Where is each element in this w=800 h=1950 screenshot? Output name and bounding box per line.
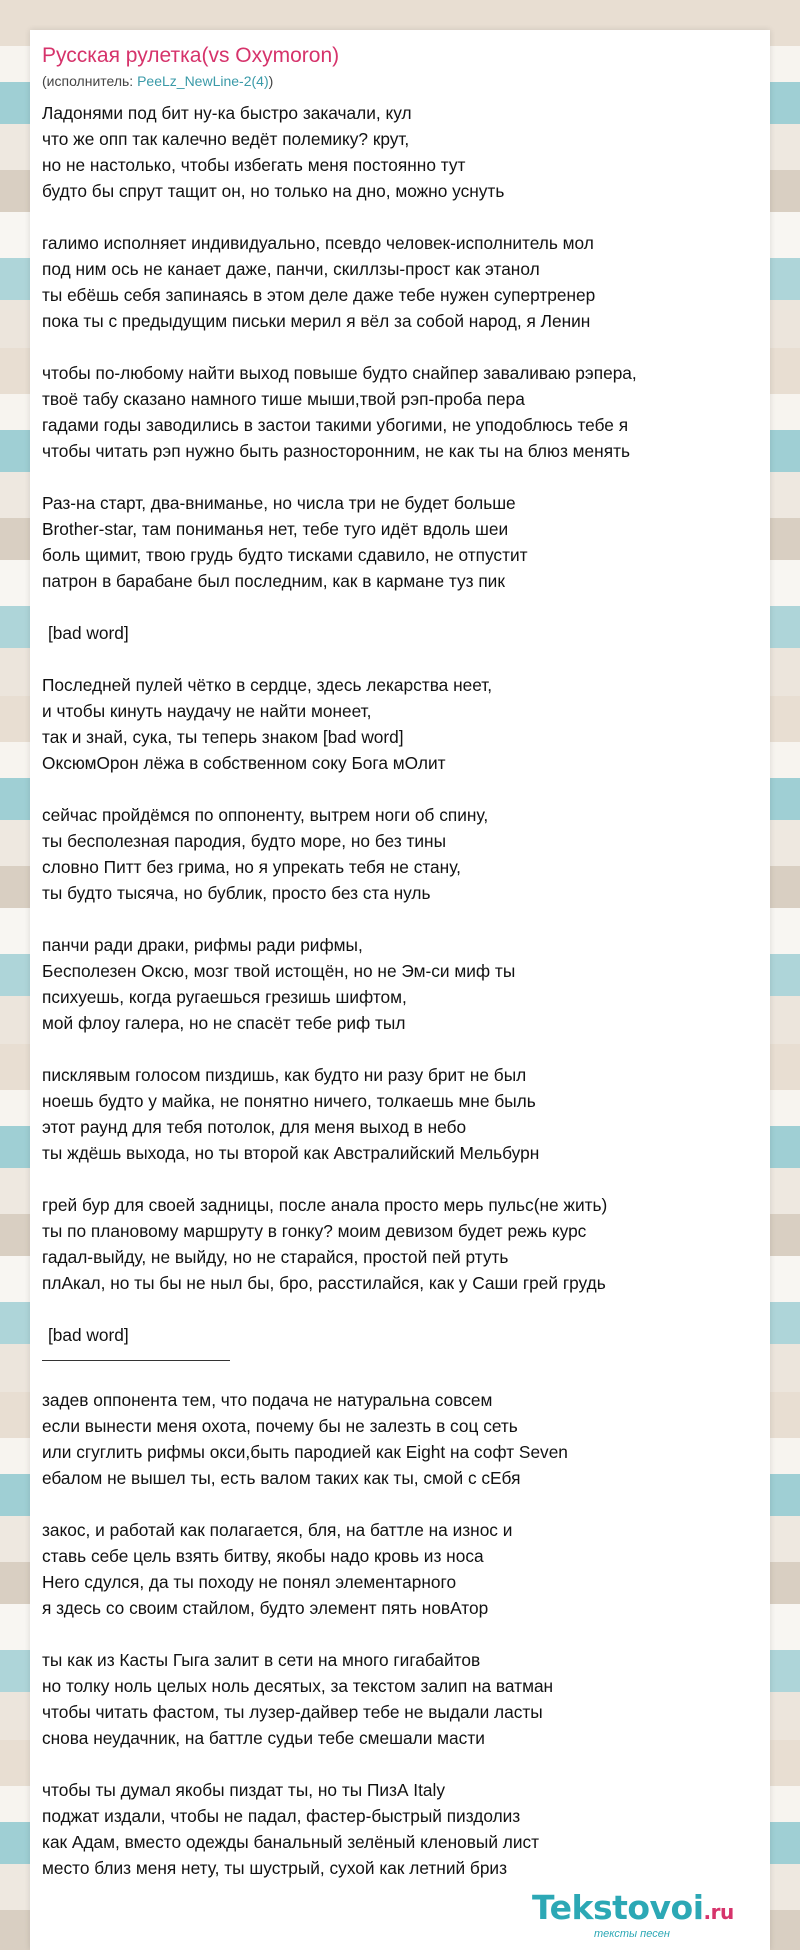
lyric-line: Раз-на старт, два-вниманье, но числа три не будет больше (42, 493, 516, 513)
stanza (42, 490, 762, 594)
lyric-line: чтобы по-любому найти выход повыше будто снайпер заваливаю рэпера, (42, 363, 637, 383)
stanza (42, 360, 762, 464)
stanza-gap (42, 1491, 762, 1517)
stanza (42, 672, 762, 776)
stanza (42, 1062, 762, 1166)
stanza (42, 802, 762, 906)
lyric-line: психуешь, когда ругаешься грезишь шифтом, (42, 987, 407, 1007)
stanza (42, 1322, 762, 1348)
lyric-line: ты по плановому маршруту в гонку? моим девизом будет режь курс (42, 1221, 587, 1241)
logo-domain-suffix: .ru (703, 1900, 734, 1924)
lyric-line: [bad word] (48, 1325, 129, 1345)
logo-wordmark (532, 1888, 734, 1927)
lyric-line: мой флоу галера, но не спасёт тебе риф тыл (42, 1013, 406, 1033)
lyric-line: но не настолько, чтобы избегать меня постоянно тут (42, 155, 466, 175)
lyric-line: патрон в барабане был последним, как в кармане туз пик (42, 571, 505, 591)
lyric-line: но толку ноль целых ноль десятых, за текстом залип на ватман (42, 1676, 554, 1696)
stanza-gap (42, 464, 762, 490)
site-logo[interactable] (532, 1888, 762, 1946)
stanza (42, 230, 762, 334)
lyric-line: так и знай, сука, ты теперь знаком [bad word] (42, 727, 404, 747)
lyric-line: если вынести меня охота, почему бы не залезть в соц сеть (42, 1416, 518, 1436)
stanza-gap (42, 594, 762, 620)
lyric-line: боль щимит, твою грудь будто тисками сдавило, не отпустит (42, 545, 528, 565)
lyric-line: ебалом не вышел ты, есть валом таких как ты, смой с сЕбя (42, 1468, 521, 1488)
section-divider (42, 1360, 230, 1361)
lyric-line: и чтобы кинуть наудачу не найти монеет, (42, 701, 372, 721)
stanza-gap (42, 204, 762, 230)
stanza (42, 1517, 762, 1621)
lyric-line: Brother-star, там пониманья нет, тебе туго идёт вдоль шеи (42, 519, 509, 539)
stanza (42, 620, 762, 646)
lyric-line: пока ты с предыдущим письки мерил я вёл за собой народ, я Ленин (42, 311, 591, 331)
stanza-gap (42, 906, 762, 932)
lyric-line: я здесь со своим стайлом, будто элемент пять новАтор (42, 1598, 489, 1618)
lyric-line: или сгуглить рифмы окси,быть пародией как Eight на софт Seven (42, 1442, 568, 1462)
lyrics-body (42, 100, 762, 1881)
stanza-gap (42, 334, 762, 360)
lyric-line: чтобы ты думал якобы пиздат ты, но ты ПизА Italy (42, 1780, 445, 1800)
stanza (42, 1192, 762, 1296)
lyric-line: ноешь будто у майка, не понятно ничего, толкаешь мне быль (42, 1091, 536, 1111)
lyric-line: ОксюмОрон лёжа в собственном соку Бога мОлит (42, 753, 446, 773)
lyric-line: закос, и работай как полагается, бля, на баттле на износ и (42, 1520, 513, 1540)
stanza (42, 1777, 762, 1881)
lyric-line: ставь себе цель взять битву, якобы надо кровь из носа (42, 1546, 484, 1566)
performer-suffix: ) (268, 73, 274, 89)
lyrics-part-1 (42, 100, 762, 1348)
stanza-gap (42, 646, 762, 672)
lyric-line: грей бур для своей задницы, после анала просто мерь пульс(не жить) (42, 1195, 608, 1215)
lyric-line: поджат издали, чтобы не падал, фастер-быстрый пиздолиз (42, 1806, 521, 1826)
lyric-line: снова неудачник, на баттле судьи тебе смешали масти (42, 1728, 485, 1748)
stanza (42, 100, 762, 204)
stanza-gap (42, 1166, 762, 1192)
lyric-line: ты как из Касты Гыга залит в сети на много гигабайтов (42, 1650, 481, 1670)
stanza-gap (42, 1751, 762, 1777)
lyric-line: этот раунд для тебя потолок, для меня выход в небо (42, 1117, 467, 1137)
logo-main-text: Tekstovoi (532, 1888, 704, 1927)
lyric-line: чтобы читать рэп нужно быть разносторонним, не как ты на блюз менять (42, 441, 630, 461)
lyric-line: Бесполезен Оксю, мозг твой истощён, но не Эм-си миф ты (42, 961, 516, 981)
lyric-line: чтобы читать фастом, ты лузер-дайвер тебе не выдали ласты (42, 1702, 543, 1722)
lyric-line: Последней пулей чётко в сердце, здесь лекарства неет, (42, 675, 493, 695)
lyrics-part-2 (42, 1387, 762, 1881)
lyric-line: что же опп так калечно ведёт полемику? крут, (42, 129, 410, 149)
stanza-gap (42, 1036, 762, 1062)
lyric-line: твоё табу сказано намного тише мыши,твой рэп-проба пера (42, 389, 525, 409)
lyric-line: ты будто тысяча, но бублик, просто без ста нуль (42, 883, 431, 903)
stanza-gap (42, 776, 762, 802)
lyric-line: место близ меня нету, ты шустрый, сухой как летний бриз (42, 1858, 508, 1878)
lyric-line: под ним ось не канает даже, панчи, скиллзы-прост как этанол (42, 259, 540, 279)
lyric-line: гадал-выйду, не выйду, но не старайся, простой пей ртуть (42, 1247, 509, 1267)
lyric-line: сейчас пройдёмся по оппоненту, вытрем ноги об спину, (42, 805, 489, 825)
lyric-line: галимо исполняет индивидуально, псевдо человек-исполнитель мол (42, 233, 594, 253)
lyric-line: Hero сдулся, да ты походу не понял элементарного (42, 1572, 457, 1592)
lyric-line: писклявым голосом пиздишь, как будто ни разу брит не был (42, 1065, 527, 1085)
lyric-line: ты ебёшь себя запинаясь в этом деле даже тебе нужен супертренер (42, 285, 596, 305)
performer-prefix: (исполнитель: (42, 73, 138, 89)
lyric-line: гадами годы заводились в застои такими убогими, не уподоблюсь тебе я (42, 415, 629, 435)
stanza-gap (42, 1621, 762, 1647)
stanza-gap (42, 1296, 762, 1322)
lyric-line: плАкал, но ты бы не ныл бы, бро, расстилайся, как у Саши грей грудь (42, 1273, 606, 1293)
lyric-line: как Адам, вместо одежды банальный зелёный кленовый лист (42, 1832, 540, 1852)
lyric-line: [bad word] (48, 623, 129, 643)
performer-line (42, 73, 273, 89)
lyric-line: словно Питт без грима, но я упрекать тебя не стану, (42, 857, 461, 877)
lyrics-card (30, 30, 770, 1950)
stanza (42, 1387, 762, 1491)
performer-link[interactable]: PeeLz_NewLine-2(4) (137, 73, 269, 89)
lyric-line: Ладонями под бит ну-ка быстро закачали, кул (42, 103, 412, 123)
stanza (42, 932, 762, 1036)
song-title: Русская рулетка(vs Oxymoron) (42, 44, 340, 67)
logo-tagline: тексты песен (594, 1928, 670, 1940)
stanza (42, 1647, 762, 1751)
lyric-line: задев оппонента тем, что подача не натуральна совсем (42, 1390, 493, 1410)
lyric-line: ты бесполезная пародия, будто море, но без тины (42, 831, 447, 851)
lyric-line: будто бы спрут тащит он, но только на дно, можно уснуть (42, 181, 505, 201)
lyric-line: панчи ради драки, рифмы ради рифмы, (42, 935, 363, 955)
lyric-line: ты ждёшь выхода, но ты второй как Австралийский Мельбурн (42, 1143, 540, 1163)
